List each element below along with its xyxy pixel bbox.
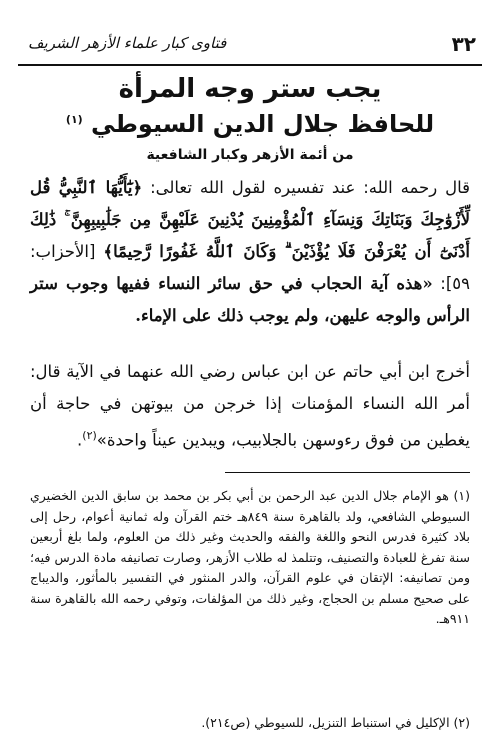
- running-header: [18, 28, 482, 66]
- chapter-title: يجب ستر وجه المرأة: [118, 74, 382, 104]
- paragraph-end: .: [77, 430, 83, 450]
- quran-verse: ﴿يَٰٓأَيُّهَا ٱلنَّبِيُّ قُل لِّأَزْوَٰجِكَ وَبَنَاتِكَ وَنِسَآءِ ٱلْمُؤْمِنِينَ يُدْنِينَ عَلَيْهِنَّ مِن جَلَٰبِيبِهِنَّ ۚ ذَٰلِكَ أَدْنَىٰٓ أَن يُعْرَفْنَ فَلَا يُؤْذَيْنَ ۗ وَكَانَ ٱللَّهُ غَفُورًا رَّحِيمًا﴾: [30, 178, 471, 261]
- footnote-marker: (١): [65, 113, 83, 126]
- paragraph-intro: قال رحمه الله: عند تفسيره لقول الله تعالى:: [150, 178, 471, 197]
- author-name: للحافظ جلال الدين السيوطي: [91, 110, 435, 138]
- book-title: فتاوى كبار علماء الأزهر الشريف: [28, 34, 227, 52]
- quote-text: «هذه آية الحجاب في حق سائر النساء ففيها وجوب ستر الرأس والوجه عليهن، ولم يوجب ذلك على الإماء.: [30, 274, 470, 325]
- footnote-2: (٢) الإكليل في استنباط التنزيل، للسيوطي (ص٢١٤).: [201, 715, 470, 730]
- footnote-1: (١) هو الإمام جلال الدين عبد الرحمن بن أبي بكر بن محمد بن سابق الدين الخضيري السيوطي الشافعي، ولد بالقاهرة سنة ٨٤٩هـ ختم القرآن وله ثمانية أعوام، رحل إلى بلاد كثيرة فدرس النحو واللغة والفقه والحديث وغير ذلك من العلوم، ولما بلغ أربعين سنة تفرغ للعبادة والتصنيف، وتتلمذ له طلاب الأزهر، وصارت تصانيفه مادة الدرس فيه؛ ومن تصانيفه: الإتقان في علوم القرآن، والدر المنثور في التفسير بالمأثور، والديباج على صحيح مسلم بن الحجاج، وغير ذلك من المؤلفات، وتوفي رحمه الله بالقاهرة سنة ٩١١هـ.: [30, 488, 471, 626]
- paragraph-1: [30, 172, 470, 332]
- author-subtitle: من أئمة الأزهر وكبار الشافعية: [146, 147, 354, 163]
- author-heading: [0, 110, 500, 138]
- footnote-separator: [225, 472, 470, 473]
- page-number: ٣٢: [451, 32, 476, 56]
- paragraph-2: [30, 356, 470, 457]
- paragraph-text: أخرج ابن أبي حاتم عن ابن عباس رضي الله عنهما في الآية قال: أمر الله النساء المؤمنات إذا خرجن من بيوتهن في حاجة أن يغطين من فوق رءوسهن بالجلابيب، ويبدين عيناً واحدة»: [30, 362, 470, 450]
- footnote-marker: (٢): [82, 429, 97, 442]
- verse-reference: [الأحزاب: ٥٩]:: [30, 242, 470, 293]
